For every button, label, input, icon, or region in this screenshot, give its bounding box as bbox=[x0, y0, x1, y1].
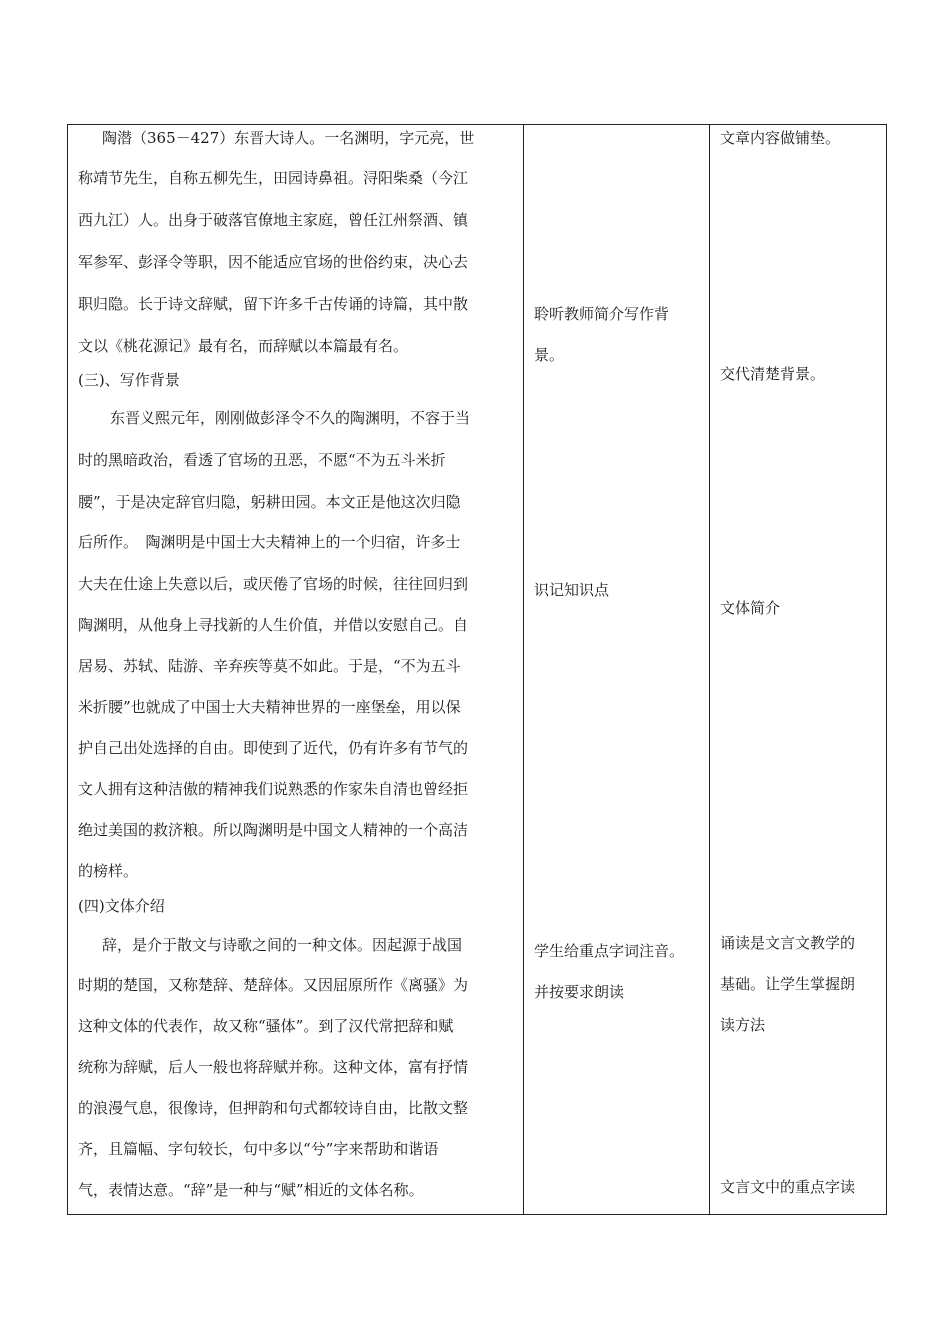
activity-line: 并按要求朗读 bbox=[534, 983, 625, 1001]
content-line: 东晋义熙元年，刚刚做彭泽令不久的陶渊明，不容于当 bbox=[110, 409, 471, 427]
content-line: 米折腰”也就成了中国士大夫精神世界的一座堡垒，用以保 bbox=[78, 698, 461, 716]
activity-line: 识记知识点 bbox=[534, 581, 610, 599]
design-intent-column bbox=[710, 125, 886, 1214]
activity-line: 景。 bbox=[534, 346, 565, 364]
content-line: 气，表情达意。“辞”是一种与“赋”相近的文体名称。 bbox=[78, 1181, 424, 1199]
content-line: 绝过美国的救济粮。所以陶渊明是中国文人精神的一个高洁 bbox=[78, 821, 469, 839]
intent-line: 诵读是文言文教学的 bbox=[720, 934, 856, 952]
intent-line: 基础。让学生掌握朗 bbox=[720, 975, 856, 993]
content-line: 辞，是介于散文与诗歌之间的一种文体。因起源于战国 bbox=[102, 936, 463, 954]
lesson-plan-table bbox=[67, 124, 887, 1215]
content-line: 西九江）人。出身于破落官僚地主家庭，曾任江州祭酒、镇 bbox=[78, 211, 469, 229]
content-line: 腰”，于是决定辞官归隐，躬耕田园。本文正是他这次归隐 bbox=[78, 493, 461, 511]
content-line: 的浪漫气息，很像诗，但押韵和句式都较诗自由，比散文整 bbox=[78, 1099, 469, 1117]
content-line: 的榜样。 bbox=[78, 862, 139, 880]
content-line: 居易、苏轼、陆游、辛弃疾等莫不如此。于是，“不为五斗 bbox=[78, 657, 461, 675]
content-line: 时期的楚国，又称楚辞、楚辞体。又因屈原所作《离骚》为 bbox=[78, 976, 469, 994]
content-line: 大夫在仕途上失意以后，或厌倦了官场的时候，往往回归到 bbox=[78, 575, 469, 593]
content-line: 职归隐。长于诗文辞赋，留下许多千古传诵的诗篇，其中散 bbox=[78, 295, 469, 313]
intent-line: 文体简介 bbox=[720, 599, 781, 617]
intent-line: 交代清楚背景。 bbox=[720, 365, 826, 383]
content-line: 统称为辞赋，后人一般也将辞赋并称。这种文体，富有抒情 bbox=[78, 1058, 469, 1076]
content-line: 齐，且篇幅、字句较长，句中多以“兮”字来帮助和谐语 bbox=[78, 1140, 439, 1158]
activity-line: 聆听教师简介写作背 bbox=[534, 305, 670, 323]
intent-line: 读方法 bbox=[720, 1016, 766, 1034]
section-heading-background: (三)、写作背景 bbox=[78, 371, 180, 389]
content-line: 后所作。 陶渊明是中国士大夫精神上的一个归宿，许多士 bbox=[78, 533, 461, 551]
content-line: 这种文体的代表作，故又称“骚体”。到了汉代常把辞和赋 bbox=[78, 1017, 454, 1035]
content-line: 文以《桃花源记》最有名，而辞赋以本篇最有名。 bbox=[78, 337, 409, 355]
activity-line: 学生给重点字词注音。 bbox=[534, 942, 685, 960]
content-line: 称靖节先生，自称五柳先生，田园诗鼻祖。浔阳柴桑（今江 bbox=[78, 169, 469, 187]
student-activity-column bbox=[524, 125, 709, 1214]
content-line: 陶渊明，从他身上寻找新的人生价值，并借以安慰自己。自 bbox=[78, 616, 469, 634]
content-line: 军参军、彭泽令等职，因不能适应官场的世俗约束，决心去 bbox=[78, 253, 469, 271]
section-heading-genre: (四)文体介绍 bbox=[78, 897, 165, 915]
content-line: 护自己出处选择的自由。即使到了近代，仍有许多有节气的 bbox=[78, 739, 469, 757]
intent-line: 文章内容做铺垫。 bbox=[720, 129, 841, 147]
content-line: 时的黑暗政治，看透了官场的丑恶，不愿“不为五斗米折 bbox=[78, 451, 446, 469]
content-line: 陶潜（365－427）东晋大诗人。一名渊明，字元亮，世 bbox=[102, 129, 475, 147]
teaching-content-column bbox=[68, 125, 523, 1214]
content-line: 文人拥有这种洁傲的精神我们说熟悉的作家朱自清也曾经拒 bbox=[78, 780, 469, 798]
intent-line: 文言文中的重点字读 bbox=[720, 1178, 856, 1196]
